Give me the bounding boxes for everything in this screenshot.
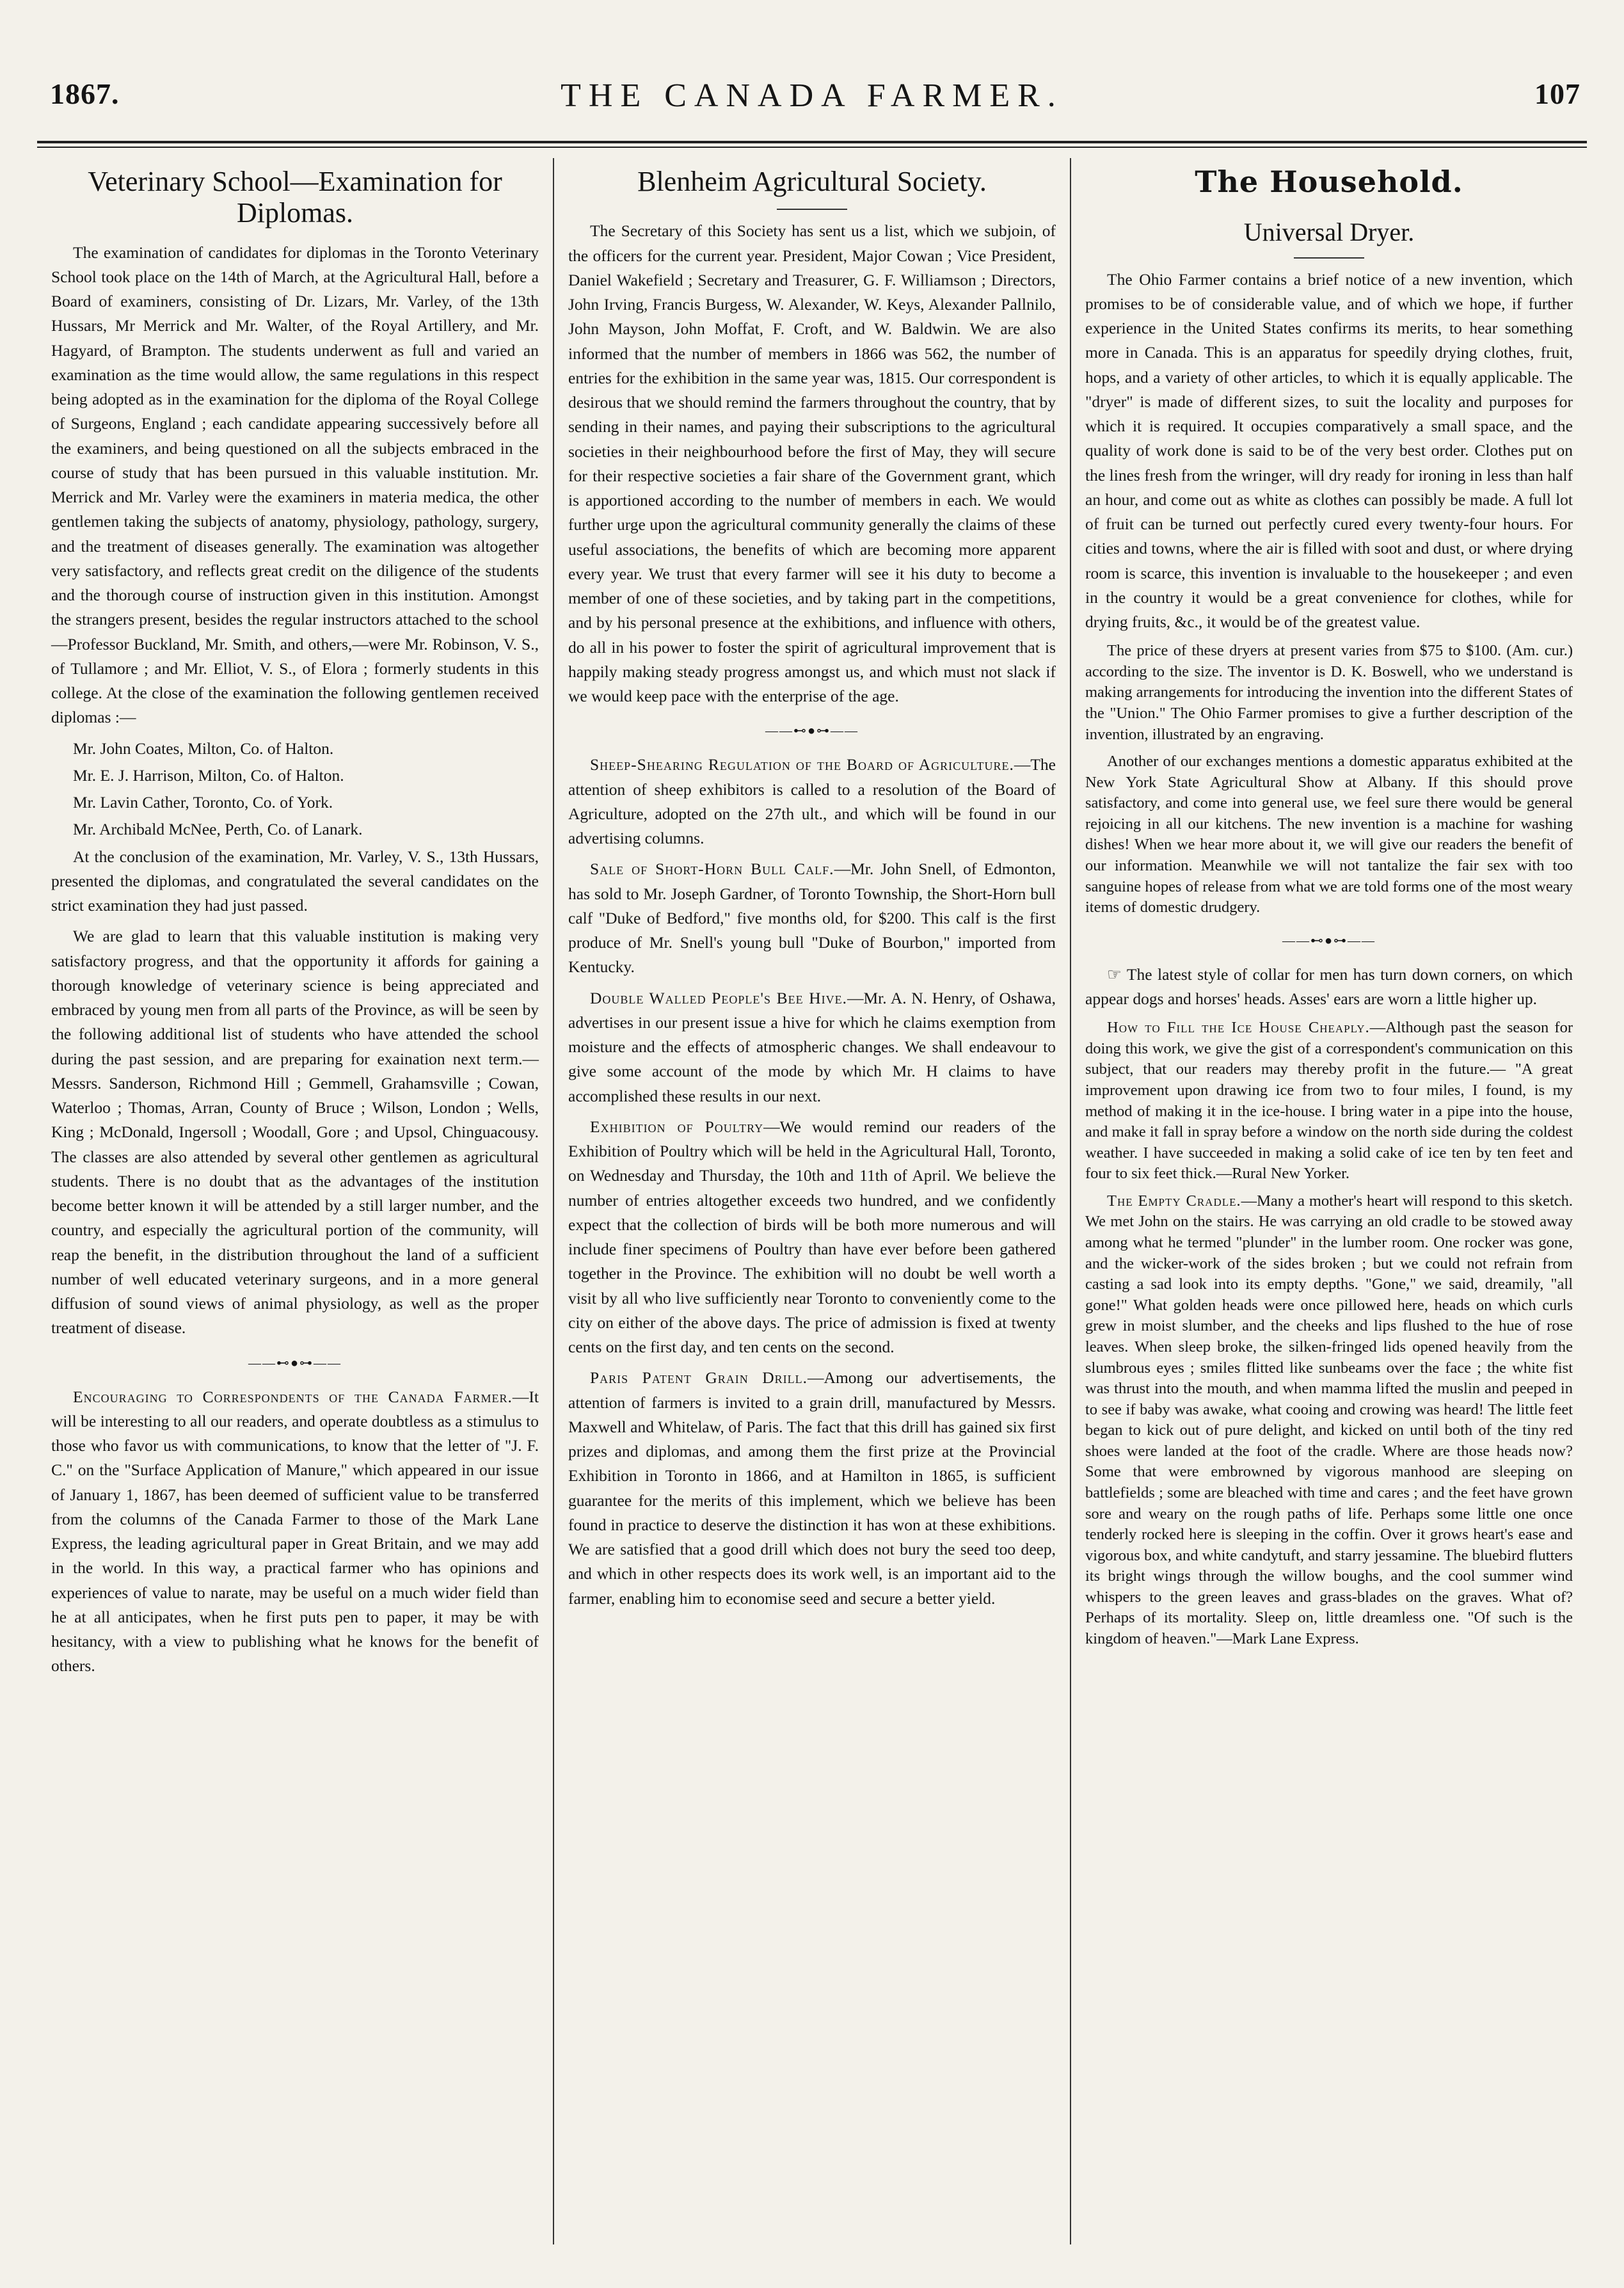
paragraph-lead: How to Fill the Ice House Cheaply.	[1107, 1019, 1370, 1037]
article-paragraph: Another of our exchanges mentions a domestic apparatus exhibited at the New York State Agricultural Show at Albany. If this should prove satisfactory, and come into general use, we feel sure there would be general rejoicing in all our kitchens. The new invention is a machine for washing dishes! When we hear more about it, we will give our readers the benefit of our information. Meanwhile we will not tantalize the fair sex with too sanguine hopes of release from what we are told forms one of the most weary items of domestic drudgery.	[1085, 753, 1573, 916]
article-paragraph: The Ohio Farmer contains a brief notice of a new invention, which promises to be of considerable value, and of which we hope, if further experience in the United States confirms its merits, to hear something more in Canada. This is an apparatus for speedily drying clothes, fruit, hops, and a variety of other articles, to which it is equally applicable. The "dryer" is made of different sizes, to suit the locality and purposes for which it is required. It occupies comparatively a small space, and the quality of work done is said to be of the very best order. Clothes put on the lines fresh from the wringer, will dry ready for ironing in less than half an hour, and come out as white as clothes can possibly be made. A full lot of fruit can be turned out perfectly cured every twenty-four hours. For cities and towns, where the air is filled with soot and dust, or where drying room is scarce, this invention is invaluable to the housekeeper ; and even in the country it would be a great convenience for clothes, while for drying fruits, &c., it would be of the greatest value.	[1085, 269, 1573, 632]
article-heading-dryer: Universal Dryer.	[1243, 217, 1415, 246]
paragraph-lead: Double Walled People's Bee Hive.	[590, 988, 847, 1007]
masthead	[37, 77, 1587, 134]
article-paragraph	[1085, 1018, 1573, 1185]
article-paragraph: At the conclusion of the examination, Mr. Varley, V. S., 13th Hussars, presented the diplomas, and congratulated the several candidates on the strict examination they had just passed.	[51, 847, 539, 915]
article-paragraph	[568, 1366, 1056, 1611]
issue-year: 1867.	[50, 77, 120, 110]
list-item: Mr. Lavin Cather, Toronto, Co. of York.	[73, 793, 333, 812]
paragraph-body: —Many a mother's heart will respond to this sketch. We met John on the stairs. He was carrying an old cradle to be stowed away among what he termed "plunder" in the lumber room. One rocker was gone, and the wicker-work of the sides broken ; but we could not refrain from casting a sad look into its empty depths. "Gone," we said, dreamily, "all gone!" What golden heads were once pillowed here, heads on which curls grew in moist slumber, and the cheeks and lips flushed to the hue of rose leaves. When sleep broke, the silken-fringed lids opened heavily from the slumbrous eyes ; smiles flitted like sunbeams over the face ; the white fist was thrust into the mouth, and when mamma lifted the muslin and peeped in to see if baby was awake, what cooing and crowing was heard! The little feet began to kick out of pure delight, and kicked on until both of the tiny red shoes were landed at the foot of the cradle. Where are those heads now? Some that were embrowned by vigorous manhood are sleeping on battlefields ; some are bleached with time and cares ; and the feet have grown sore and weary on the rough paths of life. Perhaps some little one once tenderly rocked here is sleeping in the coffin. Over it grows heart's ease and vigorous box, and white candytuft, and starry jessamine. The bluebird flutters its bright wings through the willow boughs, and the cool summer wind whispers to the green leaves and grass-blades on the graves. What of? Perhaps of its mortality. Sleep on, little dreamless one. "Of such is the kingdom of heaven."—Mark Lane Express.	[1085, 1192, 1573, 1648]
section-ornament: ——⊷●⊶——	[1282, 933, 1376, 948]
paragraph-lead: Paris Patent Grain Drill.	[590, 1368, 808, 1388]
paragraph-body: —Among our advertisements, the attention of farmers is invited to a grain drill, manufactured by Messrs. Maxwell and Whitelaw, of Paris. The fact that this drill has gained six first prizes and diplomas, and among them the first prize at the Provincial Exhibition in Toronto in 1866, and at Hamilton in 1865, is sufficient guarantee for the merits of this implement, which we believe has been found in practice to deserve the distinction it has won at these exhibitions. We are satisfied that a good drill which does not bury the seed too deep, and which in other respects does its work well, is an important aid to the farmer, enabling him to economise seed and secure a better yield.	[568, 1368, 1056, 1608]
heading-rule	[1294, 257, 1364, 259]
paragraph-lead: Encouraging to Correspondents of the Canada Farmer.	[73, 1387, 513, 1406]
column-2	[553, 158, 1070, 2244]
page-number: 107	[1534, 77, 1580, 110]
article-paragraph: We are glad to learn that this valuable institution is making very satisfactory progress, and that the opportunity it affords for gaining a thorough knowledge of veterinary science is being appreciated and embraced by young men from all parts of the Province, as will be seen by the following additional list of students who have attended the school during the past session, and are preparing for exaination next term.—Messrs. Sanderson, Richmond Hill ; Gemmell, Grahamsville ; Cowan, Waterloo ; Thomas, Arran, County of Bruce ; Wilson, London ; Wells, King ; McDonald, Ingersoll ; Woodall, Gore ; and Upsol, Chinguacousy. The classes are also attended by several other gentlemen as agricultural students. There is no doubt that as the advantages of the institution become better known it will be attended by a still larger number, and the country, and especially the agricultural portion of the community, will reap the benefit, in the distribution throughout the land of a sufficient number of well educated veterinary surgeons, and in a more general diffusion of sound views of animal physiology, as well as the proper treatment of disease.	[51, 927, 539, 1338]
column-1	[37, 158, 553, 2244]
paragraph-body: —The attention of sheep exhibitors is called to a resolution of the Board of Agriculture, adopted on the 27th ult., and which will be found in our advertising columns.	[568, 755, 1056, 848]
article-paragraph: The examination of candidates for diplomas in the Toronto Veterinary School took place on the 14th of March, at the Agricultural Hall, before a Board of examiners, consisting of Dr. Lizars, Mr. Varley, of the 13th Hussars, Mr Merrick and Mr. Walter, of the Royal Artillery, and Mr. Hagyard, of Brampton. The students underwent as full and varied an examination as the time would allow, the same regulations in this respect being adopted as in the examination for the diploma of the Royal College of Surgeons, England ; each candidate appearing successively before all the examiners, and being questioned on all the subjects embraced in the course of study that has been pursued in this valuable institution. Mr. Merrick and Mr. Varley were the examiners in materia medica, the other gentlemen taking the subjects of anatomy, physiology, pathology, surgery, and the treatment of diseases generally. The examination was altogether very satisfactory, and reflects great credit on the diligence of the students and the thorough course of instruction given in this institution. Amongst the strangers present, besides the regular instructors attached to the school—Professor Buckland, Mr. Smith, and others,—were Mr. Robinson, V. S., of Tullamore ; and Mr. Elliot, V. S., of Elora ; formerly students in this college. At the close of the examination the following gentlemen received diplomas :—	[51, 243, 539, 727]
paragraph-lead: The Empty Cradle.	[1107, 1192, 1241, 1210]
article-paragraph	[1085, 1191, 1573, 1650]
article-paragraph	[51, 1385, 539, 1679]
article-paragraph	[568, 1115, 1056, 1360]
list-item: Mr. John Coates, Milton, Co. of Halton.	[73, 739, 334, 758]
list-item: Mr. Archibald McNee, Perth, Co. of Lanark.	[73, 820, 363, 839]
article-paragraph: The Secretary of this Society has sent us a list, which we subjoin, of the officers for the current year. President, Major Cowan ; Vice President, Daniel Wakefield ; Secretary and Treasurer, G. F. Williamson ; Directors, John Irving, Francis Burgess, W. Alexander, W. Keys, Alexander Pallnilo, John Mayson, John Moffat, F. Croft, and W. Baldwin. We are also informed that the number of members in 1866 was 562, the number of entries for the exhibition in the same year was, 1815. Our correspondent is desirous that we should remind the farmers throughout the country, that by sending in their names, and paying their subscriptions to the agricultural societies in their neighbourhood before the first of May, they will secure for their respective societies a fair share of the Government grant, which is apportioned according to the number of members in each. We would further urge upon the agricultural community generally the claims of these useful associations, the benefits of which are becoming more apparent every year. We trust that every farmer will see it his duty to become a member of one of these societies, and by taking part in the competitions, and by his personal presence at the exhibitions, and influence with others, do all in his power to foster the spirit of agricultural improvement that is happily making steady progress amongst us, and which must not slack if we would keep pace with the enterprise of the age.	[568, 221, 1056, 706]
paragraph-body: —Although past the season for doing this work, we give the gist of a correspondent's communication on this subject, that our readers may thereby profit in the future.— "A great improvement upon drawing ice from two to four miles, I found, is my method of making it in the ice-house. I bring water in a pipe into the house, and make it fall in spray before a window on the north side during the coldest weather. I have succeeded in making a solid cake of ice ten by ten feet and four to six feet thick.—Rural New Yorker.	[1085, 1019, 1573, 1183]
paragraph-lead: Sale of Short-Horn Bull Calf.	[590, 860, 834, 879]
column-3	[1070, 158, 1587, 2244]
heading-rule	[777, 209, 847, 210]
article-heading-veterinary: Veterinary School—Examination for Diplomas.	[88, 166, 502, 229]
article-paragraph: ☞ The latest style of collar for men has turn down corners, on which appear dogs and horses' heads. Asses' ears are worn a little higher up.	[1085, 964, 1573, 1009]
article-paragraph	[568, 986, 1056, 1108]
paragraph-body: —It will be interesting to all our readers, and operate doubtless as a stimulus to those who favor us with communications, to know that the letter of "J. F. C." on the "Surface Application of Manure," which appeared in our issue of January 1, 1867, has been deemed of sufficient value to be transferred from the columns of the Canada Farmer to those of the Mark Lane Express, the leading agricultural paper in Great Britain, and we may add in the world. In this way, a practical farmer who has opinions and experiences of value to narate, may be useful on a much wider field than he at all anticipates, when he first puts pen to paper, it may be with hesitancy, with a view to publishing what he knows for the benefit of others.	[51, 1387, 539, 1676]
diploma-list	[51, 737, 539, 842]
article-paragraph: The price of these dryers at present varies from $75 to $100. (Am. cur.) according to the size. The inventor is D. K. Boswell, who we understand is making arrangements for introducing the invention into the different States of the "Union." The Ohio Farmer promises to give a further description of the invention, illustrated by an engraving.	[1085, 642, 1573, 743]
newspaper-title: THE CANADA FARMER.	[561, 77, 1063, 114]
section-ornament: ——⊷●⊶——	[248, 1356, 342, 1370]
masthead-rule	[37, 141, 1587, 148]
columns	[37, 158, 1587, 2244]
article-paragraph	[568, 857, 1056, 979]
section-ornament: ——⊷●⊶——	[765, 724, 859, 739]
paragraph-body: —Mr. John Snell, of Edmonton, has sold to Mr. Joseph Gardner, of Toronto Township, the Short-Horn bull calf "Duke of Bedford," five months old, for $200. This calf is the first produce of Mr. Snell's young bull "Duke of Bourbon," imported from Kentucky.	[568, 860, 1056, 977]
paragraph-lead: Exhibition of Poultry	[590, 1117, 764, 1136]
paragraph-lead: Sheep-Shearing Regulation of the Board of Agriculture.	[590, 755, 1014, 774]
list-item: Mr. E. J. Harrison, Milton, Co. of Halton.	[73, 765, 344, 785]
paragraph-body: —Mr. A. N. Henry, of Oshawa, advertises in our present issue a hive for which he claims exemption from moisture and the effects of atmospheric changes. We shall endeavour to give some account of the mode by which Mr. H claims to have accomplished these results in our next.	[568, 988, 1056, 1105]
article-paragraph	[568, 753, 1056, 851]
article-heading-blenheim: Blenheim Agricultural Society.	[637, 166, 987, 197]
section-heading-household: The Household.	[1195, 164, 1463, 199]
paragraph-body: —We would remind our readers of the Exhibition of Poultry which will be held in the Agricultural Hall, Toronto, on Wednesday and Thursday, the 10th and 11th of April. We believe the number of entries altogether exceeds two hundred, and we confidently expect that the collection of birds will be both more numerous and will include finer specimens of Poultry than have ever before been gathered together in the Province. The exhibition will no doubt be well worth a visit by all who live sufficiently near Toronto to conveniently come to the city on either of the above days. The price of admission is fixed at twenty cents on the first day, and ten cents on the second.	[568, 1117, 1056, 1357]
